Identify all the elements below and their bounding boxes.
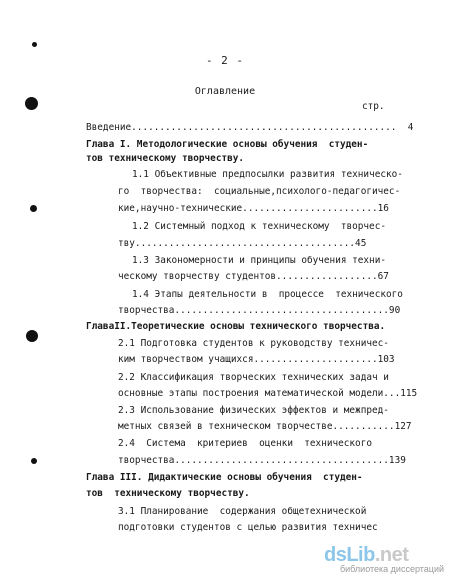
page-column-label: стр. — [362, 101, 385, 112]
toc-line: 1.1 Объективные предпосылки развития техническо- — [132, 169, 403, 180]
toc-line: 2.4 Система критериев оценки технического — [118, 438, 372, 449]
toc-line: Введение............................................... 4 — [86, 122, 414, 133]
toc-line: ческому творчеству студентов..................67 — [118, 271, 389, 282]
watermark-logo-main: dsLib — [324, 544, 375, 566]
toc-line: основные этапы построения математической модели...115 — [118, 388, 418, 399]
toc-line: Глава III. Дидактические основы обучения студен- — [86, 472, 363, 483]
watermark-tagline: библиотека диссертаций — [339, 564, 444, 574]
toc-line: 2.2 Классификация творческих технических задач и — [118, 372, 389, 383]
binding-hole-mark — [25, 97, 38, 110]
toc-line: го творчества: социальные,психолого-педагогичес- — [118, 186, 401, 197]
watermark-logo-suffix: .net — [374, 544, 409, 566]
toc-line: 1.2 Системный подход к техническому творчес- — [132, 221, 386, 232]
toc-line: ким творчеством учащихся......................103 — [118, 354, 395, 365]
toc-line: метных связей в техническом творчестве...........127 — [118, 421, 412, 432]
toc-line: тов техническому творчеству. — [86, 488, 250, 499]
dslib-watermark — [324, 542, 444, 574]
toc-line: творчества......................................90 — [118, 305, 401, 316]
toc-line: творчества......................................139 — [118, 455, 406, 466]
binding-hole-mark — [30, 205, 37, 212]
toc-line: тву.......................................45 — [118, 238, 367, 249]
page-number: - 2 - — [205, 54, 245, 67]
toc-line: тов техническому творчеству. — [86, 153, 245, 164]
binding-hole-mark — [32, 42, 37, 47]
toc-line: ГлаваII.Теоретические основы технического творчества. — [86, 321, 386, 332]
binding-hole-mark — [31, 458, 37, 464]
binding-hole-mark — [26, 330, 38, 342]
toc-line: Глава I. Методологические основы обучения студен- — [86, 139, 369, 150]
toc-line: кие,научно-технические........................16 — [118, 203, 389, 214]
toc-line: 1.4 Этапы деятельности в процессе технического — [132, 289, 403, 300]
toc-line: подготовки студентов с целью развития техничес — [118, 522, 378, 533]
toc-line: 2.3 Использование физических эффектов и межпред- — [118, 405, 389, 416]
toc-line: 1.3 Закономерности и принципы обучения техни- — [132, 255, 386, 266]
toc-line: 2.1 Подготовка студентов к руководству техничес- — [118, 338, 389, 349]
toc-line: 3.1 Планирование содержания общетехнической — [118, 506, 367, 517]
toc-title: Оглавление — [194, 86, 256, 97]
